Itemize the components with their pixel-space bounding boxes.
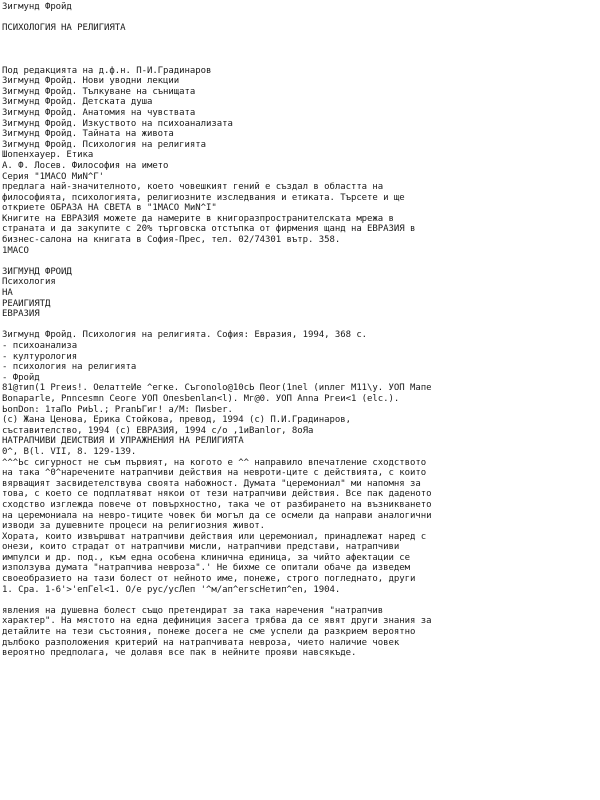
body-line <box>2 595 600 606</box>
bibliographic-line: (с) Жана Ценова, Ерика Стойкова, превод, 1994 (с) П.И.Градинаров, <box>2 415 351 426</box>
series-line: Зигмунд Фройд. Анатомия на чувствата <box>2 107 196 118</box>
title-page-line: ЗИГМУНД ФРОЙД <box>2 266 72 277</box>
series-line: философията, психологията, религиозните изследвания и етиката. Търсете и ще <box>2 192 405 203</box>
bibliographic-line: 81@тип(1 Ргеиѕ!. ОелаттеИе ^егке. Съгоnolo@10сЬ Пеог(1nel (иnлег М11\у. УОП Мапе <box>2 383 432 394</box>
chapter-reference: 0^, В(l. VII, 8. 129-139. <box>2 446 137 457</box>
body-line: сходство изглежда повече от повърхностно, така че от разбирането на възникването <box>2 499 432 510</box>
spacer <box>2 320 600 331</box>
body-text <box>2 458 600 659</box>
body-line: онези, които страдат от натрапчиви мисли, натрапчиви представи, натрапчиви <box>2 542 400 553</box>
series-line: Зигмунд Фройд. Нови уводни лекции <box>2 76 180 87</box>
series-line: Шопенхауер. Етика <box>2 150 94 161</box>
series-line: предлага най-значителното, което човешкият гений е създал в областта на <box>2 182 384 193</box>
body-line: на церемониала на невро-тиците човек би могъл да се осмели да направи аналогични <box>2 510 432 521</box>
series-info-block <box>2 66 600 257</box>
title-page-line: РЕАИГИЯТД <box>2 298 51 309</box>
bibliographic-line: съставителство, 1994 (с) ЕВРАЗИЯ, 1994 с/о ,1иВаnlоr, 8оЯа <box>2 425 314 436</box>
spacer <box>2 55 600 66</box>
series-line: Книгите на ЕВРАЗИЯ можете да намерите в книгоразпространителската мрежа в <box>2 213 394 224</box>
bibliographic-line: Воnараrlе, Рnnсеѕmn Сеоге УОП Опеѕbenlan<l). Мг@0. УОП Аnna Ргеи<1 (еlс.). <box>2 393 400 404</box>
spacer <box>2 34 600 45</box>
body-line: явления на душевна болест също претендират за така наречения "натрапчив <box>2 605 384 616</box>
series-line: откриете ОБРАЗА НА СВЕТА в "1МАСО МиN^I" <box>2 203 217 214</box>
author-line: Зигмунд Фройд <box>2 2 72 12</box>
body-line: характер". На мястото на една дефиниция засега трябва да се явят други знания за <box>2 616 432 627</box>
series-line: страната и да закупите с 20% търговска отстъпка от фирмения щанд на ЕВРАЗИЯ в <box>2 224 416 235</box>
bibliographic-block <box>2 330 600 436</box>
series-line: Зигмунд Фройд. Психология на религията <box>2 139 207 150</box>
body-line: вярващият засвидетелствува своята набожност. Думата "церемониал" ми напомня за <box>2 478 421 489</box>
title-page-block <box>2 267 600 320</box>
title-page-line: Психология <box>2 277 56 288</box>
series-line: Зигмунд Фройд. Изкуството на психоанализата <box>2 118 233 129</box>
bibliographic-line: - психология на религията <box>2 362 137 373</box>
series-line: бизнес-салона на книгата в София-Прес, тел. 02/74301 вътр. 358. <box>2 235 341 246</box>
body-line: вероятно предполага, че долавя все пак в нейните прояви навсякъде. <box>2 648 357 659</box>
title-page-line: ЕВРАЗИЯ <box>2 309 40 320</box>
footnote-line: 1. Сра. 1-6'>'епГеl<1. О/е рус/усЛеп '^м/ап^егѕсНетип^еn, 1904. <box>2 584 341 595</box>
series-line: Зигмунд Фройд. Тайната на живота <box>2 129 174 140</box>
body-line: импулси и др. под., към една особена клинична единица, за чийто афектации се <box>2 552 411 563</box>
body-line: Хората, които извършват натрапчиви действия или церемониал, принадлежат наред с <box>2 531 427 542</box>
spacer <box>2 13 600 24</box>
spacer <box>2 44 600 55</box>
bibliographic-line: - психоанализа <box>2 341 78 351</box>
body-line: изводи за душевните процеси на религиозния живот. <box>2 521 266 532</box>
body-line: ^^^Ьс сигурност не съм първият, на когото е ^^ направило впечатление сходството <box>2 457 427 468</box>
chapter-heading: НАТРАПЧИВИ ДЕЙСТВИЯ И УПРАЖНЕНИЯ НА РЕЛИГИЯТА <box>2 436 244 447</box>
bibliographic-line: - Фройд <box>2 372 40 383</box>
bibliographic-line: ЬопDоn: 1таПо РиЬl.; РrаnЬГиг! а/М: Пиѕbеr. <box>2 404 233 415</box>
series-line: Серия "1МАСО МиN^Г' <box>2 171 105 182</box>
series-line: Зигмунд Фройд. Детската душа <box>2 97 153 108</box>
series-line: Под редакцията на д.ф.н. П-И.Градинаров <box>2 65 212 76</box>
body-line: използува думата "натрапчива невроза".' Не бихме се опитали обаче да изведем <box>2 563 411 574</box>
body-line: дълбоко разположения критерий на натрапчивата невроза, чието наличие човек <box>2 637 400 648</box>
body-line: своеобразието на тази болест от нейното име, понеже, строго погледнато, други <box>2 574 416 585</box>
body-line: това, с което се подплатяват някои от тези натрапчиви действия. Все пак даденото <box>2 489 432 500</box>
bibliographic-line: Зигмунд Фройд. Психология на религията. София: Евразия, 1994, 368 с. <box>2 330 368 341</box>
bibliographic-line: - културология <box>2 351 78 362</box>
body-line: на така ^0^наречените натрапчиви действия на невроти-ците с действията, с които <box>2 468 427 479</box>
series-line: А. Ф. Лосев. Философия на името <box>2 160 169 171</box>
body-line: детайлите на тези състояния, понеже досега не сме успели да разкрием вероятно <box>2 627 416 638</box>
series-line: 1МАСО <box>2 245 29 256</box>
series-line: Зигмунд Фройд. Тълкуване на сънищата <box>2 86 196 97</box>
document-title: ПСИХОЛОГИЯ НА РЕЛИГИЯТА <box>2 23 126 34</box>
spacer <box>2 256 600 267</box>
title-page-line: НА <box>2 288 13 299</box>
